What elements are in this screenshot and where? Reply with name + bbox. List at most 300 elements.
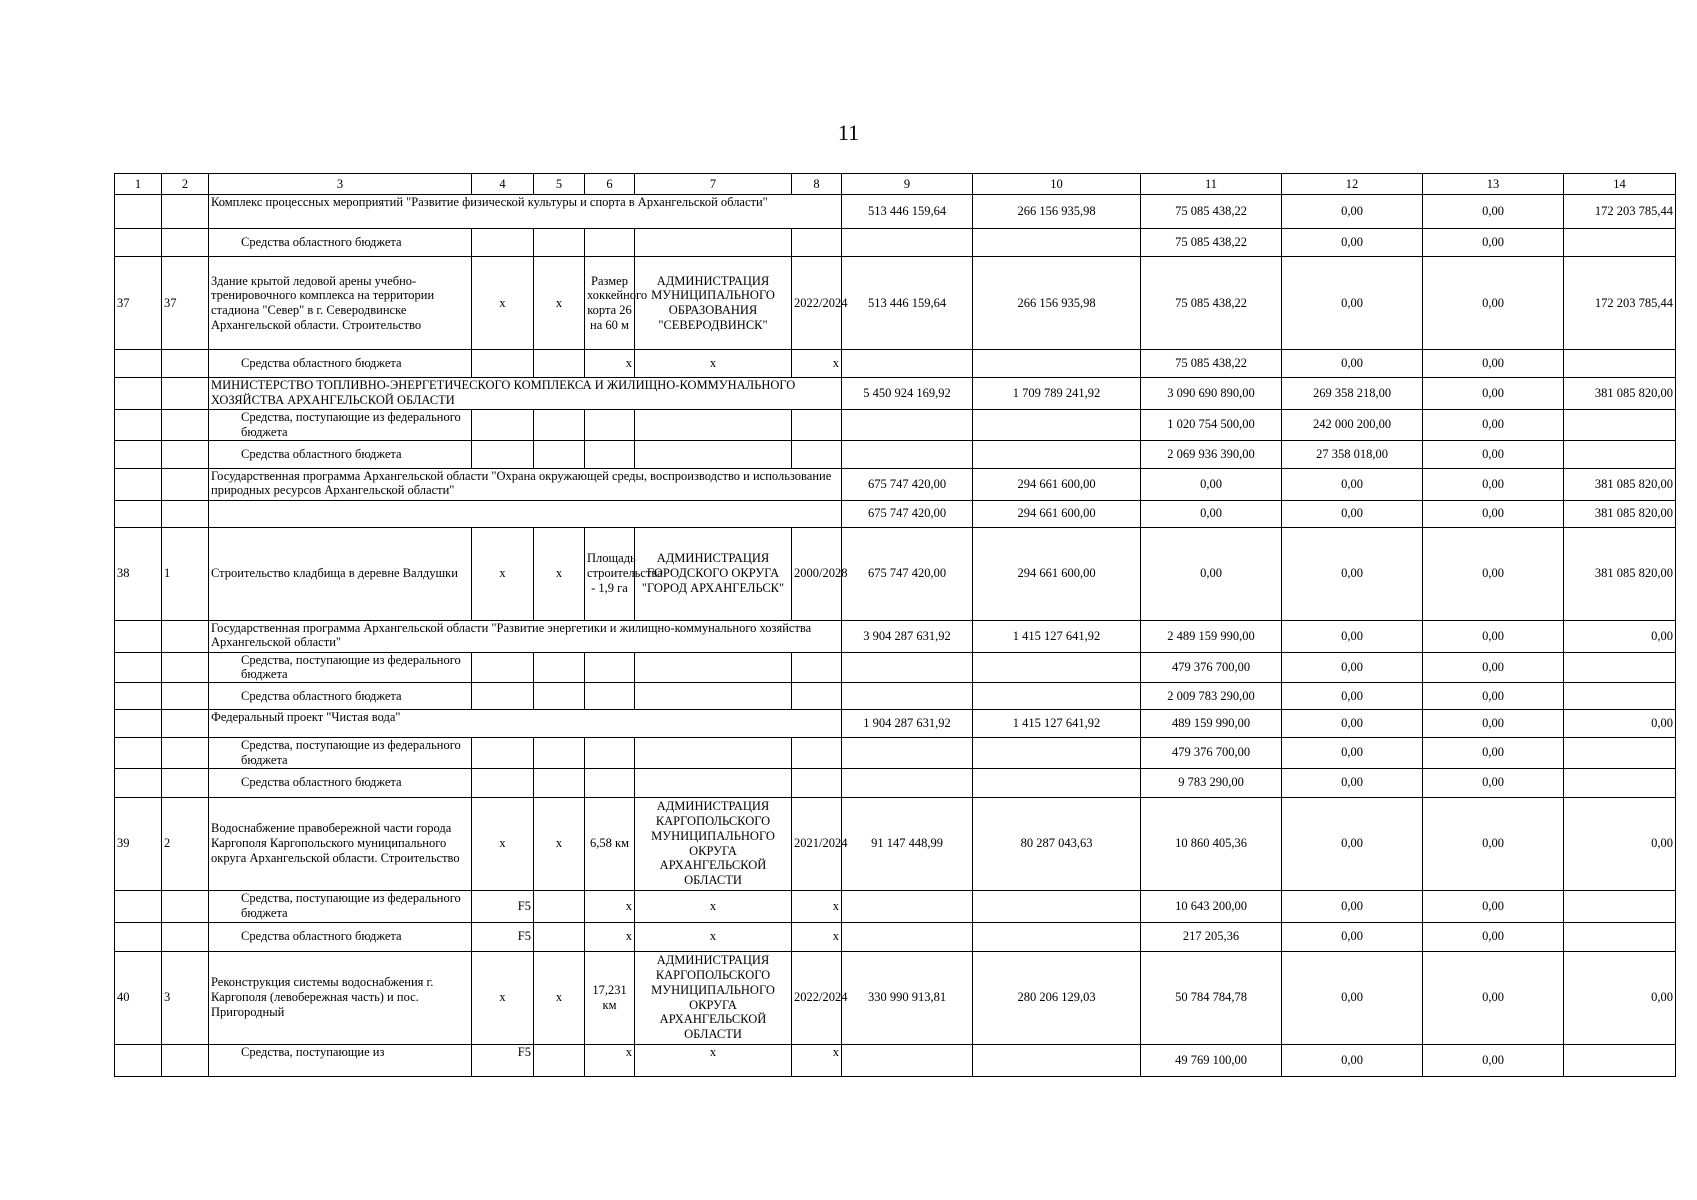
cell-capacity [585,410,635,441]
cell-spent [973,738,1141,769]
col-header: 14 [1564,174,1676,195]
cell-year-3: 0,00 [1423,951,1564,1044]
cell-code: F5 [472,1044,534,1076]
cell-year-1: 479 376 700,00 [1141,738,1282,769]
cell-year-1: 75 085 438,22 [1141,257,1282,350]
cell-total-cost: 675 747 420,00 [842,468,973,500]
cell-year-1: 3 090 690 890,00 [1141,378,1282,410]
cell-total-cost [842,410,973,441]
table-row [115,468,1676,500]
cell-year-1: 75 085 438,22 [1141,350,1282,378]
cell-year-3: 0,00 [1423,257,1564,350]
cell-subnum [162,683,209,710]
cell-total-cost [842,652,973,683]
col-header: 4 [472,174,534,195]
cell-remaining [1564,922,1676,951]
cell-remaining [1564,768,1676,797]
cell-spent: 80 287 043,63 [973,797,1141,890]
cell-year-1: 10 860 405,36 [1141,797,1282,890]
cell-col5 [534,683,585,710]
cell-num [115,738,162,769]
page-number: 11 [837,120,860,145]
cell-year-1: 9 783 290,00 [1141,768,1282,797]
cell-subnum: 3 [162,951,209,1044]
cell-period: 2021/2024 [792,797,842,890]
col-header: 5 [534,174,585,195]
cell-object-name: Водоснабжение правобережной части города Каргополя Каргопольского муниципального округа Архангельской области. Строительство [209,797,472,890]
table-row [115,500,1676,527]
cell-total-cost: 3 904 287 631,92 [842,620,973,652]
cell-code [472,738,534,769]
cell-col5: x [534,527,585,620]
cell-subnum: 1 [162,527,209,620]
cell-num: 39 [115,797,162,890]
cell-col5 [534,440,585,468]
cell-subnum [162,1044,209,1076]
cell-spent [973,890,1141,922]
cell-subnum: 2 [162,797,209,890]
cell-col5 [534,410,585,441]
cell-year-2: 0,00 [1282,683,1423,710]
cell-year-3: 0,00 [1423,797,1564,890]
cell-year-1: 0,00 [1141,468,1282,500]
cell-spent: 1 709 789 241,92 [973,378,1141,410]
cell-remaining: 172 203 785,44 [1564,257,1676,350]
cell-total-cost [842,683,973,710]
cell-col5: x [534,797,585,890]
cell-year-1: 2 489 159 990,00 [1141,620,1282,652]
cell-year-3: 0,00 [1423,527,1564,620]
cell-subnum [162,710,209,738]
cell-col5 [534,922,585,951]
cell-customer [635,229,792,257]
cell-year-1: 50 784 784,78 [1141,951,1282,1044]
cell-customer [635,768,792,797]
cell-spent [973,922,1141,951]
cell-num: 38 [115,527,162,620]
cell-year-3: 0,00 [1423,440,1564,468]
cell-col5 [534,652,585,683]
cell-remaining [1564,683,1676,710]
cell-funding-source: Средства областного бюджета [209,768,472,797]
col-header: 11 [1141,174,1282,195]
cell-col5: x [534,951,585,1044]
cell-period: x [792,890,842,922]
cell-funding-source: Средства, поступающие из федерального бюджета [209,738,472,769]
cell-year-1: 1 020 754 500,00 [1141,410,1282,441]
cell-year-1: 479 376 700,00 [1141,652,1282,683]
cell-num: 40 [115,951,162,1044]
table-row [115,683,1676,710]
cell-year-3: 0,00 [1423,652,1564,683]
col-header: 12 [1282,174,1423,195]
cell-num [115,683,162,710]
cell-year-3: 0,00 [1423,350,1564,378]
cell-year-2: 0,00 [1282,768,1423,797]
cell-capacity: 6,58 км [585,797,635,890]
cell-total-cost [842,229,973,257]
cell-year-2: 0,00 [1282,350,1423,378]
cell-total-cost: 330 990 913,81 [842,951,973,1044]
cell-subnum [162,440,209,468]
cell-spent: 1 415 127 641,92 [973,620,1141,652]
col-header: 7 [635,174,792,195]
cell-customer [635,738,792,769]
col-header: 6 [585,174,635,195]
cell-code: F5 [472,890,534,922]
cell-subnum [162,652,209,683]
cell-col5 [534,738,585,769]
cell-capacity [585,768,635,797]
cell-code [472,768,534,797]
cell-total-cost [842,738,973,769]
cell-spent: 294 661 600,00 [973,527,1141,620]
cell-year-2: 0,00 [1282,1044,1423,1076]
table-row [115,378,1676,410]
cell-funding-source: Средства областного бюджета [209,350,472,378]
cell-year-3: 0,00 [1423,768,1564,797]
table-row [115,710,1676,738]
cell-spent [973,410,1141,441]
cell-funding-source: Средства областного бюджета [209,440,472,468]
cell-num [115,652,162,683]
cell-total-cost: 5 450 924 169,92 [842,378,973,410]
col-header: 13 [1423,174,1564,195]
cell-year-1: 75 085 438,22 [1141,195,1282,229]
cell-year-1: 49 769 100,00 [1141,1044,1282,1076]
table-row [115,257,1676,350]
cell-section-title: МИНИСТЕРСТВО ТОПЛИВНО-ЭНЕРГЕТИЧЕСКОГО КОМПЛЕКСА И ЖИЛИЩНО-КОММУНАЛЬНОГО ХОЗЯЙСТВА АРХАНГЕЛЬСКОЙ ОБЛАСТИ [209,378,842,410]
cell-year-1: 0,00 [1141,527,1282,620]
cell-col5 [534,350,585,378]
cell-customer [635,410,792,441]
cell-remaining [1564,890,1676,922]
cell-capacity: x [585,922,635,951]
cell-year-2: 0,00 [1282,620,1423,652]
cell-subnum [162,890,209,922]
cell-period [792,440,842,468]
table-row [115,797,1676,890]
cell-year-1: 0,00 [1141,500,1282,527]
cell-year-2: 0,00 [1282,738,1423,769]
cell-col5 [534,229,585,257]
cell-customer: АДМИНИСТРАЦИЯ КАРГОПОЛЬСКОГО МУНИЦИПАЛЬНОГО ОКРУГА АРХАНГЕЛЬСКОЙ ОБЛАСТИ [635,951,792,1044]
cell-customer: x [635,350,792,378]
cell-num [115,1044,162,1076]
cell-subnum [162,768,209,797]
cell-year-1: 10 643 200,00 [1141,890,1282,922]
cell-remaining: 381 085 820,00 [1564,378,1676,410]
cell-customer: АДМИНИСТРАЦИЯ КАРГОПОЛЬСКОГО МУНИЦИПАЛЬНОГО ОКРУГА АРХАНГЕЛЬСКОЙ ОБЛАСТИ [635,797,792,890]
cell-remaining [1564,738,1676,769]
table-row [115,527,1676,620]
table-row [115,890,1676,922]
cell-spent [973,683,1141,710]
table-row [115,229,1676,257]
table-row [115,1044,1676,1076]
cell-spent [973,350,1141,378]
table-row [115,768,1676,797]
cell-period: 2000/2028 [792,527,842,620]
cell-code [472,440,534,468]
cell-code [472,410,534,441]
cell-object-name: Реконструкция системы водоснабжения г. Каргополя (левобережная часть) и пос. Пригородный [209,951,472,1044]
cell-col5 [534,1044,585,1076]
cell-remaining: 0,00 [1564,951,1676,1044]
cell-num [115,410,162,441]
cell-spent [973,652,1141,683]
cell-year-2: 0,00 [1282,468,1423,500]
cell-total-cost [842,768,973,797]
cell-funding-source: Средства, поступающие из федерального бюджета [209,410,472,441]
cell-total-cost [842,890,973,922]
cell-total-cost: 1 904 287 631,92 [842,710,973,738]
cell-num [115,350,162,378]
col-header: 9 [842,174,973,195]
col-header: 10 [973,174,1141,195]
cell-year-3: 0,00 [1423,468,1564,500]
cell-year-3: 0,00 [1423,738,1564,769]
cell-num [115,890,162,922]
cell-year-3: 0,00 [1423,683,1564,710]
cell-spent: 266 156 935,98 [973,195,1141,229]
cell-remaining [1564,440,1676,468]
cell-col5 [534,890,585,922]
cell-year-1: 489 159 990,00 [1141,710,1282,738]
cell-col5: x [534,257,585,350]
col-header: 2 [162,174,209,195]
cell-customer [635,683,792,710]
table-row [115,922,1676,951]
cell-section-title: Государственная программа Архангельской области "Развитие энергетики и жилищно-коммунального хозяйства Архангельской области" [209,620,842,652]
cell-total-cost [842,350,973,378]
cell-num: 37 [115,257,162,350]
cell-period: 2022/2024 [792,257,842,350]
cell-year-2: 0,00 [1282,652,1423,683]
cell-subnum [162,500,209,527]
cell-year-2: 0,00 [1282,195,1423,229]
cell-num [115,195,162,229]
cell-total-cost: 675 747 420,00 [842,500,973,527]
cell-year-3: 0,00 [1423,410,1564,441]
cell-capacity: x [585,890,635,922]
cell-capacity: x [585,1044,635,1076]
cell-period: x [792,922,842,951]
cell-remaining: 0,00 [1564,710,1676,738]
cell-remaining [1564,350,1676,378]
cell-year-3: 0,00 [1423,710,1564,738]
cell-year-3: 0,00 [1423,378,1564,410]
cell-year-2: 0,00 [1282,797,1423,890]
cell-total-cost: 91 147 448,99 [842,797,973,890]
cell-code: x [472,951,534,1044]
cell-period: 2022/2024 [792,951,842,1044]
cell-funding-source: Средства областного бюджета [209,683,472,710]
cell-code [472,683,534,710]
cell-section-title: Федеральный проект "Чистая вода" [209,710,842,738]
header-row [115,174,1676,195]
cell-customer [635,440,792,468]
cell-num [115,710,162,738]
cell-year-2: 0,00 [1282,257,1423,350]
cell-year-3: 0,00 [1423,500,1564,527]
table-row [115,620,1676,652]
cell-code [472,350,534,378]
cell-num [115,500,162,527]
cell-spent: 294 661 600,00 [973,468,1141,500]
cell-code [472,652,534,683]
table-row [115,410,1676,441]
cell-funding-source: Средства, поступающие из [209,1044,472,1076]
cell-spent: 266 156 935,98 [973,257,1141,350]
cell-code [472,229,534,257]
cell-capacity [585,738,635,769]
cell-remaining: 381 085 820,00 [1564,468,1676,500]
cell-year-1: 75 085 438,22 [1141,229,1282,257]
cell-year-3: 0,00 [1423,890,1564,922]
cell-year-2: 0,00 [1282,951,1423,1044]
cell-funding-source: Средства областного бюджета [209,229,472,257]
cell-period [792,738,842,769]
cell-period [792,652,842,683]
cell-capacity [585,229,635,257]
cell-year-1: 2 009 783 290,00 [1141,683,1282,710]
cell-code: x [472,527,534,620]
cell-num [115,620,162,652]
cell-spent: 1 415 127 641,92 [973,710,1141,738]
cell-remaining: 0,00 [1564,620,1676,652]
cell-year-2: 269 358 218,00 [1282,378,1423,410]
cell-remaining: 381 085 820,00 [1564,500,1676,527]
table-row [115,652,1676,683]
cell-customer: АДМИНИСТРАЦИЯ ГОРОДСКОГО ОКРУГА "ГОРОД АРХАНГЕЛЬСК" [635,527,792,620]
cell-code: F5 [472,922,534,951]
col-header: 3 [209,174,472,195]
cell-code: x [472,797,534,890]
cell-year-3: 0,00 [1423,1044,1564,1076]
cell-period: x [792,1044,842,1076]
cell-year-2: 0,00 [1282,890,1423,922]
cell-customer: АДМИНИСТРАЦИЯ МУНИЦИПАЛЬНОГО ОБРАЗОВАНИЯ "СЕВЕРОДВИНСК" [635,257,792,350]
cell-year-2: 0,00 [1282,922,1423,951]
cell-section-title: Комплекс процессных мероприятий "Развитие физической культуры и спорта в Архангельской области" [209,195,842,229]
cell-spent [973,1044,1141,1076]
cell-spent: 280 206 129,03 [973,951,1141,1044]
cell-num [115,468,162,500]
cell-num [115,229,162,257]
cell-total-cost: 675 747 420,00 [842,527,973,620]
table-row [115,350,1676,378]
cell-total-cost [842,922,973,951]
cell-capacity [585,652,635,683]
cell-period [792,229,842,257]
cell-capacity: Размер хоккейного корта 26 на 60 м [585,257,635,350]
cell-spent: 294 661 600,00 [973,500,1141,527]
cell-num [115,768,162,797]
cell-year-3: 0,00 [1423,195,1564,229]
cell-num [115,378,162,410]
cell-total-cost: 513 446 159,64 [842,257,973,350]
cell-total-cost [842,440,973,468]
cell-col5 [534,768,585,797]
cell-total-cost: 513 446 159,64 [842,195,973,229]
cell-year-3: 0,00 [1423,922,1564,951]
cell-remaining [1564,1044,1676,1076]
cell-customer [635,652,792,683]
cell-subnum [162,738,209,769]
cell-num [115,440,162,468]
cell-capacity [585,440,635,468]
col-header: 8 [792,174,842,195]
cell-customer: x [635,890,792,922]
cell-year-2: 0,00 [1282,500,1423,527]
cell-code: x [472,257,534,350]
cell-remaining [1564,229,1676,257]
cell-subnum: 37 [162,257,209,350]
cell-object-name: Здание крытой ледовой арены учебно-тренировочного комплекса на территории стадиона "Север" в г. Северодвинске Архангельской области. Строительство [209,257,472,350]
table-row [115,440,1676,468]
budget-table [114,173,1676,1077]
table-row [115,738,1676,769]
cell-funding-source: Средства, поступающие из федерального бюджета [209,652,472,683]
cell-spent [973,229,1141,257]
cell-customer: x [635,1044,792,1076]
cell-year-2: 0,00 [1282,710,1423,738]
cell-capacity: x [585,350,635,378]
cell-funding-source: Средства областного бюджета [209,922,472,951]
cell-spent [973,768,1141,797]
cell-spent [973,440,1141,468]
cell-year-2: 27 358 018,00 [1282,440,1423,468]
col-header: 1 [115,174,162,195]
cell-year-2: 0,00 [1282,527,1423,620]
cell-remaining [1564,410,1676,441]
cell-remaining: 172 203 785,44 [1564,195,1676,229]
cell-capacity: Площадь строительства - 1,9 га [585,527,635,620]
cell-period [792,768,842,797]
cell-subnum [162,195,209,229]
cell-year-2: 0,00 [1282,229,1423,257]
cell-period [792,410,842,441]
cell-year-1: 217 205,36 [1141,922,1282,951]
cell-remaining [1564,652,1676,683]
cell-year-2: 242 000 200,00 [1282,410,1423,441]
cell-year-3: 0,00 [1423,229,1564,257]
cell-capacity [585,683,635,710]
cell-subnum [162,410,209,441]
cell-capacity: 17,231 км [585,951,635,1044]
cell-year-3: 0,00 [1423,620,1564,652]
cell-remaining: 0,00 [1564,797,1676,890]
cell-period [792,683,842,710]
table-row [115,195,1676,229]
cell-year-1: 2 069 936 390,00 [1141,440,1282,468]
cell-subnum [162,350,209,378]
cell-total-cost [842,1044,973,1076]
cell-num [115,922,162,951]
cell-customer: x [635,922,792,951]
cell-subnum [162,468,209,500]
table-row [115,951,1676,1044]
cell-section-title: Государственная программа Архангельской области "Охрана окружающей среды, воспроизводство и использование природных ресурсов Архангельской области" [209,468,842,500]
cell-funding-source: Средства, поступающие из федерального бюджета [209,890,472,922]
cell-remaining: 381 085 820,00 [1564,527,1676,620]
cell-subnum [162,229,209,257]
cell-subnum [162,620,209,652]
cell-subnum [162,378,209,410]
cell-period: x [792,350,842,378]
cell-section-title [209,500,842,527]
